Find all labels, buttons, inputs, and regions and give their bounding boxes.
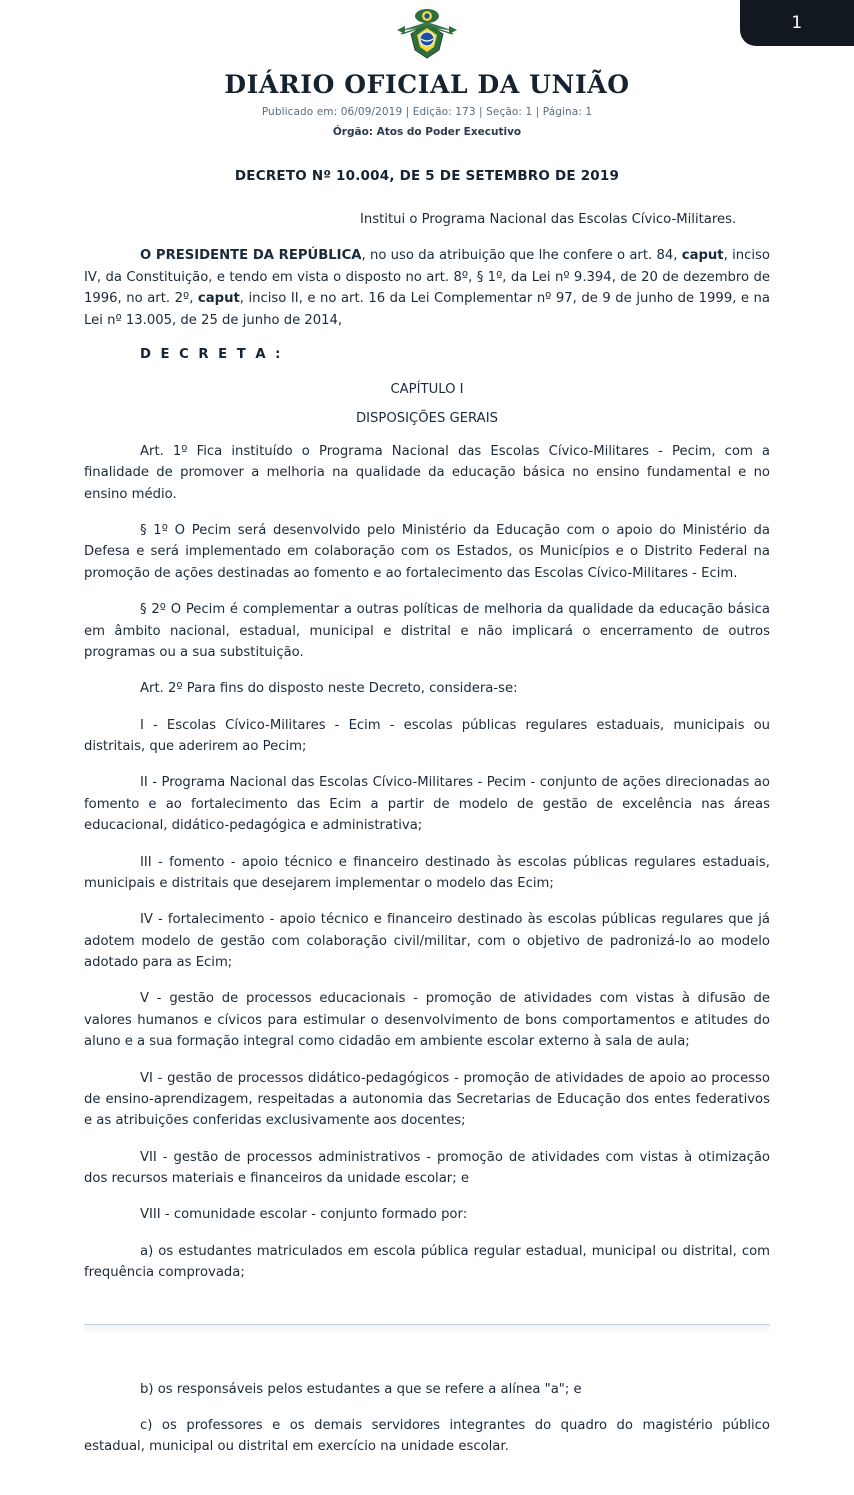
bottom-spacer <box>84 1471 770 1495</box>
body-paragraph: Art. 1º Fica instituído o Programa Nacional das Escolas Cívico-Militares - Pecim, com a finalidade de promover a melhoria na qualidade da educação básica no ensino fundamental e no ensino médio. <box>84 443 770 502</box>
body-paragraph: c) os professores e os demais servidores integrantes do quadro do magistério público estadual, municipal ou distrital em exercício na unidade escolar. <box>84 1417 770 1455</box>
crest-container <box>84 0 770 62</box>
next-page-section <box>84 1334 770 1458</box>
masthead-organ: Órgão: Atos do Poder Executivo <box>332 126 522 138</box>
preamble-rest-3: , inciso II, e no art. 16 da Lei Complementar nº 97, de 9 de junho de 1999, e na Lei nº 13.005, de 25 de junho de 2014, <box>84 291 770 328</box>
chapter-heading: CAPÍTULO I <box>390 381 464 397</box>
body-paragraph: Art. 2º Para fins do disposto neste Decreto, considera-se: <box>140 681 518 697</box>
body-paragraph: § 2º O Pecim é complementar a outras políticas de melhoria da qualidade da educação básica em âmbito nacional, estadual, municipal e distrital e não implicará o encerramento de outros programas ou a sua substituição. <box>84 602 770 660</box>
page-number-label: 1 <box>791 13 803 33</box>
body-paragraph: II - Programa Nacional das Escolas Cívico-Militares - Pecim - conjunto de ações direcionadas ao fomento e ao fortalecimento das Ecim a partir de modelo de gestão de excelência nas áreas educacional, didático-pedagógica e administrativa; <box>84 775 770 834</box>
page-separator <box>84 1324 770 1334</box>
body-paragraph: VII - gestão de processos administrativos - promoção de atividades com vistas à otimização dos recursos materiais e financeiros da unidade escolar; e <box>84 1149 770 1187</box>
masthead-publication-meta: Publicado em: 06/09/2019 | Edição: 173 | Seção: 1 | Página: 1 <box>261 106 593 118</box>
brazil-coat-of-arms-icon <box>391 4 463 62</box>
body-paragraph: VIII - comunidade escolar - conjunto formado por: <box>140 1207 468 1223</box>
preamble-caput-2: caput <box>197 291 240 307</box>
body-paragraph: § 1º O Pecim será desenvolvido pelo Ministério da Educação com o apoio do Ministério da Defesa e será implementado em colaboração com os Estados, os Municípios e o Distrito Federal na promoção de ações destinadas ao fomento e ao fortalecimento das Escolas Cívico-Militares - Ecim. <box>84 523 770 581</box>
body-paragraph: I - Escolas Cívico-Militares - Ecim - escolas públicas regulares estaduais, municipais ou distritais, que aderirem ao Pecim; <box>84 717 770 755</box>
body-paragraph: V - gestão de processos educacionais - promoção de atividades com vistas à difusão de valores humanos e cívicos para estimular o desenvolvimento de bons comportamentos e atitudes do aluno e a sua formação integral como cidadão em ambiente escolar externo à sala de aula; <box>84 991 770 1050</box>
preamble-caput-1: caput <box>681 248 724 264</box>
body-paragraph: VI - gestão de processos didático-pedagógicos - promoção de atividades de apoio ao processo de ensino-aprendizagem, respeitadas a autonomia das Secretarias de Educação dos entes federativos e as atribuições conferidas exclusivamente aos docentes; <box>84 1070 770 1129</box>
decreta-label: D E C R E T A : <box>140 346 283 362</box>
decree-title: DECRETO Nº 10.004, DE 5 DE SETEMBRO DE 2019 <box>234 168 620 184</box>
preamble-lead: O PRESIDENTE DA REPÚBLICA <box>140 248 362 264</box>
body-paragraph: IV - fortalecimento - apoio técnico e financeiro destinado às escolas públicas regulares que já adotem modelo de gestão com colaboração civil/militar, com o objetivo de padronizá-lo ao modelo adotado para as Ecim; <box>84 912 770 971</box>
chapter-subheading: DISPOSIÇÕES GERAIS <box>356 410 498 426</box>
body-paragraph: b) os responsáveis pelos estudantes a que se refere a alínea "a"; e <box>140 1381 582 1397</box>
body-paragraph: III - fomento - apoio técnico e financeiro destinado às escolas públicas regulares estaduais, municipais e distritais que desejarem implementar o modelo das Ecim; <box>84 854 770 891</box>
preamble-rest-1: , no uso da atribuição que lhe confere o art. 84, <box>361 248 682 264</box>
decree-ementa: Institui o Programa Nacional das Escolas Cívico-Militares. <box>360 212 737 227</box>
masthead-title: DIÁRIO OFICIAL DA UNIÃO <box>224 70 630 99</box>
page-number-badge <box>740 0 854 46</box>
preamble-paragraph <box>84 245 770 331</box>
body-paragraph: a) os estudantes matriculados em escola pública regular estadual, municipal ou distrital, com frequência comprovada; <box>84 1243 770 1281</box>
preamble-rest-2: , inciso IV, da Constituição, e tendo em vista o disposto no art. 8º, § 1º, da Lei nº 9.394, de 20 de dezembro de 1996, no art. 2º, <box>84 248 770 307</box>
